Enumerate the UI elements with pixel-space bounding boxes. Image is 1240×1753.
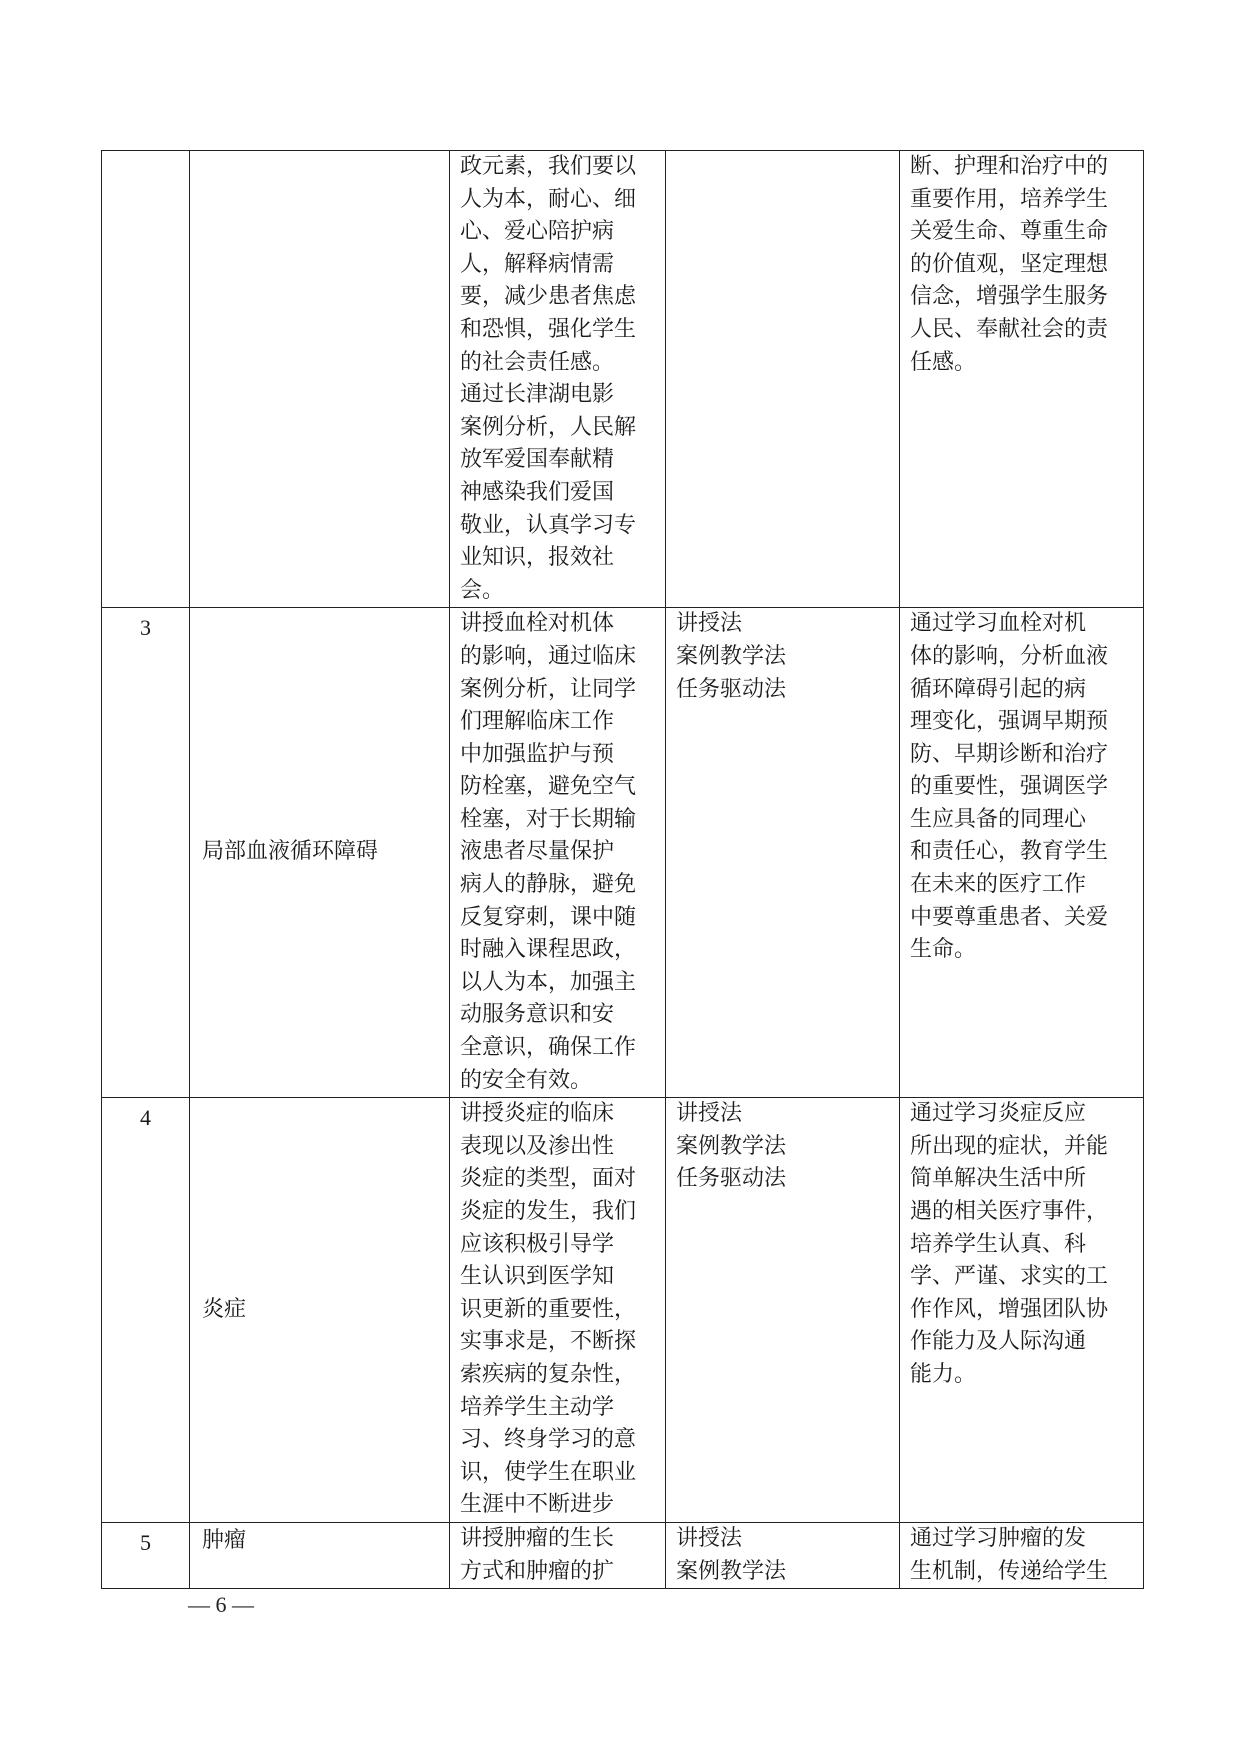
page-number: — 6 — (188, 1592, 254, 1617)
goal-cell (900, 608, 1144, 1098)
method-cell (666, 608, 900, 1098)
table-row (102, 1522, 1144, 1588)
table-row (102, 608, 1144, 1098)
row-number-cell (102, 151, 190, 608)
goal-text: 通过学习血栓对机 体的影响，分析血液 循环障碍引起的病 理变化，强调早期预 防、早期诊断和治疗 的重要性，强调医学 生应具备的同理心 和责任心，教育学生 在未来的医疗工作 中要尊重患者、关爱 生命。 (910, 611, 1109, 963)
content-cell (450, 151, 666, 608)
chapter-cell (190, 608, 450, 1098)
content-cell (450, 608, 666, 1098)
chapter-cell (190, 1098, 450, 1523)
row-number: 4 (140, 1105, 151, 1131)
row-number-cell (102, 1098, 190, 1523)
row-number: 5 (140, 1529, 151, 1555)
goal-cell (900, 151, 1144, 608)
content-text: 讲授炎症的临床 表现以及渗出性 炎症的类型，面对 炎症的发生，我们 应该积极引导学 生认识到医学知 识更新的重要性， 实事求是，不断探 索疾病的复杂性， 培养学生主动学 习、终身学习的意 识，使学生在职业 生涯中不断进步 (460, 1101, 637, 1518)
goal-cell (900, 1522, 1144, 1588)
content-cell (450, 1098, 666, 1523)
chapter-cell (190, 151, 450, 608)
row-number: 3 (140, 615, 151, 641)
row-number-cell (102, 1522, 190, 1588)
chapter-name: 炎症 (202, 1296, 247, 1322)
table-row (102, 151, 1144, 608)
goal-text: 通过学习炎症反应 所出现的症状，并能 简单解决生活中所 遇的相关医疗事件， 培养学生认真、科 学、严谨、求实的工 作作风，增强团队协 作能力及人际沟通 能力。 (910, 1101, 1109, 1387)
method-cell (666, 151, 900, 608)
method-cell (666, 1522, 900, 1588)
content-text: 讲授血栓对机体 的影响，通过临床 案例分析，让同学 们理解临床工作 中加强监护与预 防栓塞，避免空气 栓塞，对于长期输 液患者尽量保护 病人的静脉，避免 反复穿刺，课中随 时融入课程思政， 以人为本，加强主 动服务意识和安 全意识，确保工作 的安全有效。 (460, 611, 637, 1093)
table-row (102, 1098, 1144, 1523)
goal-cell (900, 1098, 1144, 1523)
method-text: 讲授法 案例教学法 任务驱动法 (676, 1101, 787, 1192)
chapter-name: 肿瘤 (202, 1527, 247, 1553)
content-text: 政元素，我们要以 人为本，耐心、细 心、爱心陪护病 人，解释病情需 要，减少患者焦虑 和恐惧，强化学生 的社会责任感。 通过长津湖电影 案例分析，人民解 放军爱国奉献精 神感染我们爱国 敬业，认真学习专 业知识，报效社 会。 (460, 154, 637, 603)
curriculum-table (101, 150, 1144, 1589)
chapter-cell (190, 1522, 450, 1588)
chapter-name: 局部血液循环障碍 (202, 839, 379, 865)
goal-text: 通过学习肿瘤的发 生机制，传递给学生 (910, 1525, 1109, 1584)
method-text: 讲授法 案例教学法 任务驱动法 (676, 611, 787, 702)
content-cell (450, 1522, 666, 1588)
row-number-cell (102, 608, 190, 1098)
method-text: 讲授法 案例教学法 (676, 1525, 787, 1584)
method-cell (666, 1098, 900, 1523)
goal-text: 断、护理和治疗中的 重要作用，培养学生 关爱生命、尊重生命 的价值观，坚定理想 信念，增强学生服务 人民、奉献社会的责 任感。 (910, 154, 1109, 375)
content-text: 讲授肿瘤的生长 方式和肿瘤的扩 (460, 1525, 615, 1584)
